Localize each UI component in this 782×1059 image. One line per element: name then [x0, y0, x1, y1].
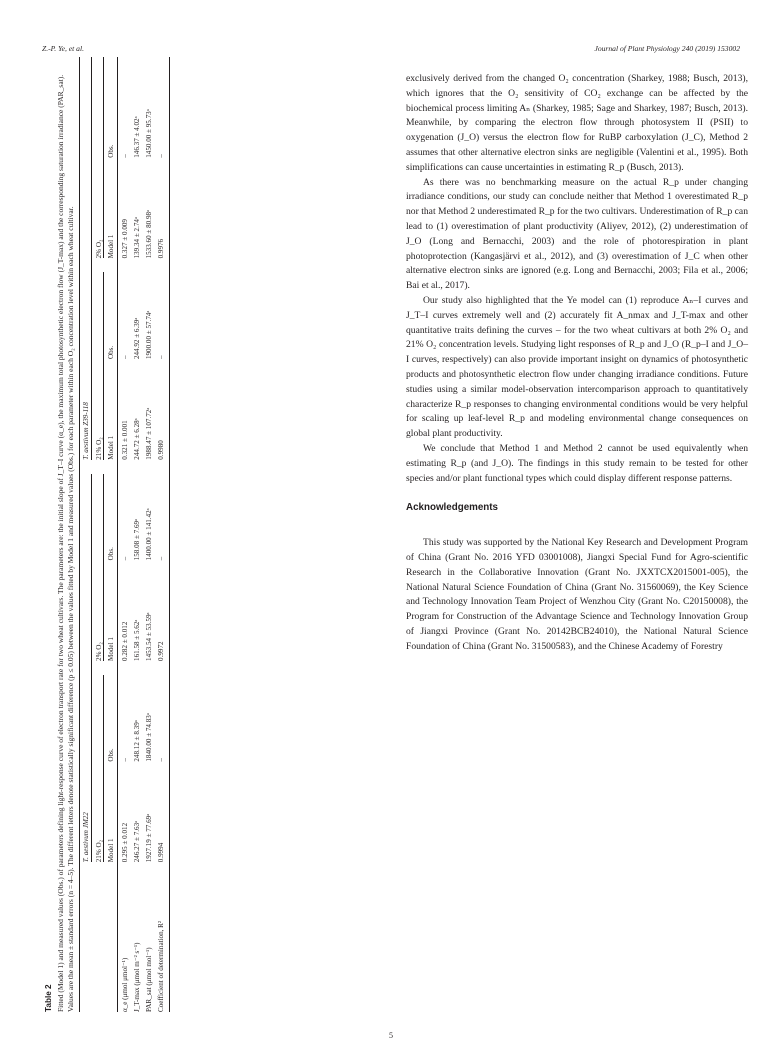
table-cell: 158.08 ± 7.69ᵃ — [133, 519, 142, 561]
column-header: Obs. — [107, 144, 116, 158]
paragraph: As there was no benchmarking measure on the actual R_p under changing irradiance conditions, our study can conclude neither that Method 1 overestimated R_p nor that Method 2 underestimated R_p for the two cultivars. Underestimation of R_p can lead to (1) overestimation of plant productivity (Aliyev, 2012), (2) underestimation of J_O (Long and Bernacchi, 2003) and the role of photorespiration in plant photoprotection (Kangasjärvi et al., 2012), and (3) overestimation of J_C when other alternative electron sinks are ignored (e.g. Long and Bernacchi, 2003; Fila et al., 2006; Bai et al., 2017). — [406, 176, 748, 292]
table-cell: 246.27 ± 7.63ᵃ — [133, 820, 142, 863]
running-head-authors: Z.-P. Ye, et al. — [42, 44, 84, 53]
column-header: Model 1 — [107, 234, 116, 259]
acknowledgements-text: This study was supported by the National Key Research and Development Program of China (Grant No. 2016 YFD 03001008), Jiangxi Special Fund for Agro-scientific Research in the Collaborative Innovation (Grant No. JXXTCX2015001-005), the National Natural Science Foundation of China (Grant No. 31560069), the Key Science and Technology Innovation Team Project of Wenzhou City (Grant No. C20150008), the Program for Construction of the Advantage Science and Technology Innovation Group of Jiangxi Province (Grant No. 20142BCB24010), the National Natural Science Foundation of China (Grant No. 31500583), and the Chinese Academy of Forestry — [406, 537, 748, 652]
table-row — [118, 57, 131, 1012]
column-header: Obs. — [107, 345, 116, 360]
table-cell: 161.58 ± 5.62ᵃ — [133, 619, 142, 661]
column-header: Model 1 — [107, 435, 116, 460]
table-caption: Fitted (Model 1) and measured values (Obs.) of parameters defining light-response curve of electron transport rate for two wheat cultivars. The parameters are: the initial slope of J_T–I curve (α_e), the maximum total photosynthetic electron flow (J_T-max) and the corresponding saturation irradiance (PAR_sat). Values are the mean ± standard errors (n = 4–5). The different letters denote statistically significant difference (p ≤ 0.05) between the values fitted by Model 1 and measured values (Obs.) for each parameter within each O₂ concentration level within each wheat cultivar. — [56, 74, 75, 1012]
table-cell: – — [156, 355, 165, 360]
table-2 — [44, 57, 226, 1012]
table-cell: – — [156, 758, 165, 762]
o2-level: 2% O₂ — [95, 57, 105, 258]
cultivar-jm22: T. aestivum JM22 — [82, 474, 92, 863]
table-cell: – — [121, 355, 130, 360]
parameter-name: α_e (μmol μmol⁻¹) — [121, 957, 130, 1012]
table-cell: – — [121, 556, 130, 561]
table-cell: 1927.19 ± 77.69ᵃ — [145, 813, 154, 863]
table-cell: – — [121, 154, 130, 158]
table-cell: – — [121, 758, 130, 762]
parameter-name: PAR_sat (μmol mol⁻¹) — [145, 947, 154, 1012]
table-cell: 0.9972 — [156, 641, 165, 661]
paragraph: exclusively derived from the changed O₂ concentration (Sharkey, 1988; Busch, 2013), which ignores that the O₂ sensitivity of CO₂ exchange can be affected by the biochemical process limiting Aₙ (Sharkey, 1985; Sage and Sharkey, 1987; Busch, 2013). Meanwhile, by comparing the electron flow through photosystem II (PSII) to oxygenation (J_O) versus the electron flow for RuBP carboxylation (J_C), Method 2 assumes that other alternative electron sinks are negligible (Valentini et al., 1995). Both simplifications can cause uncertainties in estimating R_p (Busch, 2013). — [406, 73, 748, 173]
table-cell: 0.321 ± 0.001 — [121, 420, 130, 460]
body-text-column — [406, 72, 748, 654]
table-cell: – — [156, 154, 165, 158]
o2-level: 21% O₂ — [95, 272, 105, 459]
paragraph: We conclude that Method 1 and Method 2 cannot be used equivalently when estimating R_p (and J_O). The findings in this study remain to be tested for other species and/or plant functional types which could display different response patterns. — [406, 442, 748, 484]
subheader-row — [105, 57, 117, 1012]
column-header: Model 1 — [107, 637, 116, 661]
page-number: 5 — [389, 1031, 393, 1040]
o2-level: 2% O₂ — [95, 474, 105, 661]
column-header: Obs. — [107, 748, 116, 762]
table-label: Table 2 — [44, 984, 53, 1012]
table-grid — [80, 57, 170, 1012]
column-header: Model 1 — [107, 838, 116, 863]
table-cell: 1988.47 ± 107.72ᵃ — [145, 407, 154, 460]
table-cell: 1533.60 ± 80.98ᵃ — [145, 210, 154, 259]
table-cell: 1900.00 ± 57.74ᵃ — [145, 310, 154, 360]
o2-header-row — [93, 57, 106, 1012]
table-cell: 1453.54 ± 53.59ᵃ — [145, 612, 154, 661]
table-cell: 244.92 ± 6.39ᵃ — [133, 317, 142, 360]
table-bottom-rule — [169, 57, 170, 1012]
running-head-journal: Journal of Plant Physiology 240 (2019) 153002 — [594, 44, 740, 53]
table-row — [131, 57, 143, 1012]
table-cell: 244.72 ± 6.28ᵃ — [133, 418, 142, 460]
table-cell: 1450.00 ± 95.73ᵃ — [145, 109, 154, 158]
table-row — [155, 57, 169, 1012]
table-cell: 0.282 ± 0.012 — [121, 621, 130, 661]
o2-level: 21% O₂ — [95, 675, 105, 862]
table-cell: 0.327 ± 0.009 — [121, 219, 130, 259]
table-cell: 0.9976 — [156, 238, 165, 259]
paragraph: Our study also highlighted that the Ye model can (1) reproduce Aₙ–I curves and J_T–I curves extremely well and (2) accurately fit A_nmax and J_T-max and other quantitative traits defining the curves – for the two wheat cultivars at both 2% O₂ and 21% O₂ concentration levels. Studying light responses of R_p and J_O (R_p–I and J_O–I curves, respectively) can also provide important insight on dynamics of photosynthetic products and photosynthetic electron flow under changing irradiance conditions. Future studies using a similar model-observation intercomparison approach to quantitatively characterize R_p responses to changing environmental conditions would be very helpful for scaling up leaf-level R_p and modeling environmental change consequences on global plant productivity. — [406, 294, 748, 440]
table-cell: 0.9994 — [156, 842, 165, 863]
table-cell: 0.295 ± 0.012 — [121, 822, 130, 863]
table-cell: 0.9980 — [156, 440, 165, 460]
parameter-name: J_T-max (μmol m⁻² s⁻¹) — [133, 942, 142, 1012]
cultivar-header-row — [80, 57, 93, 1012]
table-body — [118, 57, 168, 1012]
table-cell: 146.37 ± 4.02ᵃ — [133, 116, 142, 158]
table-row — [143, 57, 155, 1012]
cultivar-z39-118: T. aestivum Z39-118 — [82, 57, 92, 460]
table-cell: 1840.00 ± 74.83ᵃ — [145, 713, 154, 762]
table-cell: 1400.00 ± 141.42ᵃ — [145, 508, 154, 561]
acknowledgements-heading: Acknowledgements — [406, 502, 499, 514]
column-header: Obs. — [107, 547, 116, 561]
table-cell: – — [156, 556, 165, 561]
table-cell: 248.12 ± 8.39ᵃ — [133, 720, 142, 762]
parameter-name: Coefficient of determination, R² — [156, 920, 165, 1012]
table-cell: 139.34 ± 2.74ᵃ — [133, 217, 142, 259]
